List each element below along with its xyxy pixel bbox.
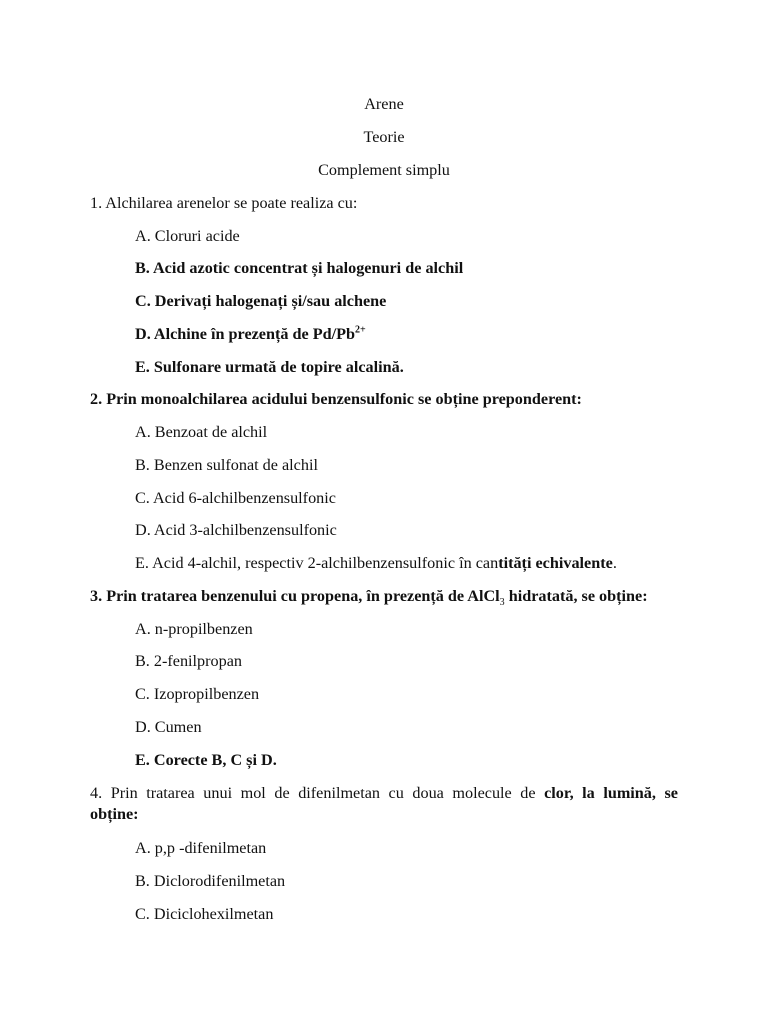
section-title: Complement simplu — [318, 161, 450, 179]
question-4 — [90, 783, 678, 803]
q2-option-b: B. Benzen sulfonat de alchil — [135, 456, 318, 474]
q4-option-a: A. p,p -difenilmetan — [135, 839, 267, 857]
question-3 — [90, 586, 648, 609]
question-3-subscript: 3 — [499, 597, 505, 609]
q1-option-e: E. Sulfonare urmată de topire alcalină. — [135, 358, 404, 376]
q1-option-d-text: D. Alchine în prezență de Pd/Pb — [135, 325, 356, 343]
q4-option-b: B. Diclorodifenilmetan — [135, 872, 286, 890]
q2-option-a: A. Benzoat de alchil — [135, 423, 268, 441]
q3-option-a: A. n-propilbenzen — [135, 620, 253, 638]
q2-option-d: D. Acid 3-alchilbenzensulfonic — [135, 521, 337, 539]
doc-subtitle: Teorie — [363, 128, 405, 146]
q3-option-c: C. Izopropilbenzen — [135, 685, 260, 703]
q2-option-e-text: E. Acid 4-alchil, respectiv 2-alchilbenzensulfonic în can — [135, 554, 499, 572]
q1-option-d — [135, 324, 366, 344]
question-2: 2. Prin monoalchilarea acidului benzensulfonic se obține preponderent: — [90, 390, 582, 408]
q3-option-b: B. 2-fenilpropan — [135, 652, 242, 670]
q2-option-c: C. Acid 6-alchilbenzensulfonic — [135, 489, 336, 507]
q3-option-e: E. Corecte B, C și D. — [135, 751, 277, 769]
q2-option-e-emphasis: tități echivalente — [498, 554, 613, 572]
doc-title: Arene — [364, 95, 404, 113]
q1-option-a: A. Cloruri acide — [135, 227, 240, 245]
q4-option-c: C. Diciclohexilmetan — [135, 905, 274, 923]
question-1: 1. Alchilarea arenelor se poate realiza cu: — [90, 194, 358, 212]
question-3-text-end: hidratată, se obține: — [504, 587, 648, 605]
question-4-continued: obține: — [90, 805, 139, 823]
q2-option-e-period: . — [612, 554, 617, 572]
q2-option-e — [135, 553, 617, 573]
q3-option-d: D. Cumen — [135, 718, 202, 736]
question-4-emphasis: clor, la lumină, se — [544, 784, 678, 802]
q1-option-c: C. Derivați halogenați și/sau alchene — [135, 292, 387, 310]
q1-option-b: B. Acid azotic concentrat și halogenuri de alchil — [135, 259, 464, 277]
question-4-text: 4. Prin tratarea unui mol de difenilmetan cu doua molecule de — [90, 784, 545, 802]
question-3-text: 3. Prin tratarea benzenului cu propena, în prezență de AlCl — [90, 587, 500, 605]
q1-option-d-superscript: 2+ — [355, 324, 366, 336]
